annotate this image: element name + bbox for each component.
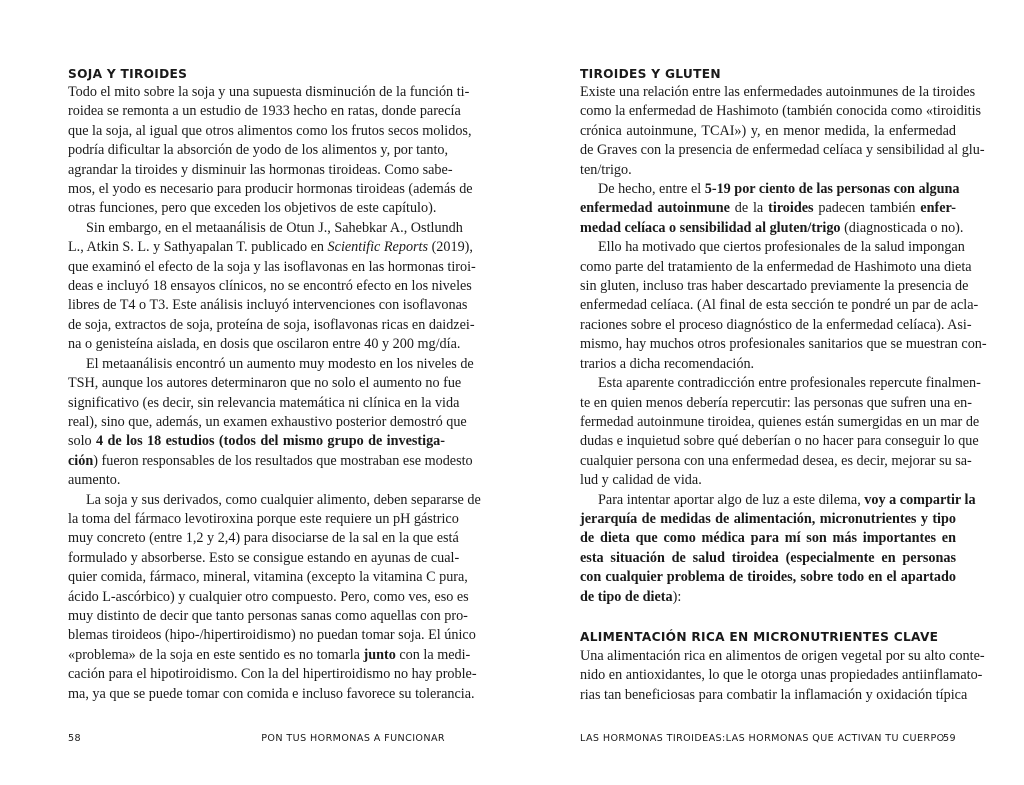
left-page: [68, 0, 481, 785]
running-title: LAS HORMONAS TIROIDEAS:LAS HORMONAS QUE ACTIVAN TU CUERPO: [580, 733, 945, 744]
body-line: aumento.: [68, 472, 121, 489]
body-line: podría dificultar la absorción de yodo de los alimentos y, por tanto,: [68, 142, 449, 159]
bold-emphasis: de tipo de dieta: [580, 588, 673, 605]
bold-emphasis: enfermedad autoinmune: [580, 200, 730, 217]
bold-emphasis: 5-19 por ciento de las personas con alguna: [704, 181, 960, 198]
body-line: otras funciones, pero que exceden los objetivos de este capítulo).: [68, 200, 437, 217]
body-line: que la soja, al igual que otros alimentos como los frutos secos molidos,: [68, 122, 472, 139]
section-heading-soja-tiroides: SOJA Y TIROIDES: [68, 67, 188, 81]
bold-emphasis: esta situación de salud tiroidea (especialmente en personas: [580, 549, 956, 566]
body-line: Esta aparente contradicción entre profesionales repercute finalmen-: [598, 375, 981, 392]
bold-emphasis: de dieta que como médica para mí son más importantes en: [580, 530, 956, 547]
body-line: [580, 529, 956, 548]
right-page-body-section-2: [580, 647, 985, 705]
bold-emphasis: junto: [363, 646, 396, 663]
body-line: quier comida, fármaco, mineral, vitamina (excepto la vitamina C pura,: [68, 569, 468, 586]
body-line: mos, el yodo es necesario para producir hormonas tiroideas (además de: [68, 181, 473, 198]
bold-emphasis: tiroides: [768, 200, 814, 217]
body-line: Una alimentación rica en alimentos de origen vegetal por su alto conte-: [580, 648, 985, 664]
body-line: L., Atkin S. L. y Sathyapalan T. publicado en Scientific Reports (2019),: [68, 239, 473, 256]
body-line: de Graves con la presencia de enfermedad celíaca y sensibilidad al glu-: [580, 142, 985, 159]
body-line: De hecho, entre el 5-19 por ciento de las personas con alguna: [598, 181, 960, 198]
body-line: na o genisteína aislada, en dosis que oscilaron entre 40 y 200 mg/día.: [68, 336, 461, 353]
body-line: cualquier persona con una enfermedad desea, es decir, mejorar su sa-: [580, 452, 972, 469]
running-title: PON TUS HORMONAS A FUNCIONAR: [261, 733, 445, 744]
body-line: lud y calidad de vida.: [580, 472, 702, 489]
right-page: [580, 0, 987, 785]
page-number: 59: [942, 733, 956, 744]
body-line: crónica autoinmune, TCAI») y, en menor medida, la enfermedad: [580, 122, 956, 139]
body-line: muy distinto de decir que tanto personas sanas como aquellas con pro-: [68, 607, 468, 624]
bold-emphasis: 4 de los 18 estudios (todos del mismo grupo de investiga-: [96, 433, 445, 450]
body-line: te en quien menos debería repercutir: las personas que sufren una en-: [580, 394, 972, 411]
body-line: solo 4 de los 18 estudios (todos del mismo grupo de investiga-: [68, 433, 445, 450]
section-heading-tiroides-gluten: TIROIDES Y GLUTEN: [580, 67, 721, 81]
body-line: fermedad autoinmune tiroidea, quienes están sumergidas en un mar de: [580, 413, 980, 430]
body-line: ácido L-ascórbico) y cualquier otro compuesto. Pero, como ves, eso es: [68, 588, 469, 605]
body-line: ción) fueron responsables de los resultados que mostraban ese modesto: [68, 452, 473, 469]
body-line: raciones sobre el proceso diagnóstico de la enfermedad celíaca). Asi-: [580, 316, 972, 333]
page-number: 58: [68, 733, 82, 744]
body-line: [580, 568, 956, 587]
body-line: rias tan beneficiosas para combatir la inflamación y oxidación típica: [580, 686, 968, 703]
body-line: nido en antioxidantes, lo que le otorga unas propiedades antiinflamato-: [580, 667, 983, 684]
body-line: cación para el hipotiroidismo. Con la del hipertiroidismo no hay proble-: [68, 666, 477, 683]
body-line: que examinó el efecto de la soja y las isoflavonas en las hormonas tiroi-: [68, 258, 476, 275]
body-line: El metaanálisis encontró un aumento muy modesto en los niveles de: [86, 355, 474, 372]
bold-emphasis: medad celíaca o sensibilidad al gluten/trigo: [580, 219, 841, 236]
body-line: mismo, hay muchos otros profesionales sanitarios que se muestran con-: [580, 336, 987, 353]
body-line: dudas e inquietud sobre qué deberían o no hacer para conseguir lo que: [580, 433, 979, 450]
body-line: medad celíaca o sensibilidad al gluten/trigo (diagnosticada o no).: [580, 219, 964, 236]
body-line: Sin embargo, en el metaanálisis de Otun J., Sahebkar A., Ostlundh: [86, 219, 463, 236]
bold-emphasis: con cualquier problema de tiroides, sobre todo en el apartado: [580, 569, 956, 586]
body-line: muy concreto (entre 1,2 y 2,4) para disociarse de la sal en la que está: [68, 530, 459, 547]
body-line: blemas tiroideos (hipo-/hipertiroidismo) no puedan tomar soja. El único: [68, 627, 476, 644]
body-line: [580, 510, 956, 529]
body-line: libres de T4 o T3. Este análisis incluyó intervenciones con isoflavonas: [68, 297, 468, 314]
body-line: Para intentar aportar algo de luz a este dilema, voy a compartir la: [598, 491, 976, 508]
body-line: ma, ya que se puede tomar con comida e incluso favorece su tolerancia.: [68, 685, 475, 702]
body-line: Existe una relación entre las enfermedades autoinmunes de la tiroides: [580, 84, 976, 100]
body-line: La soja y sus derivados, como cualquier alimento, deben separarse de: [86, 491, 481, 508]
body-line: la toma del fármaco levotiroxina porque este requiere un pH gástrico: [68, 510, 459, 527]
body-line: de soja, extractos de soja, proteína de soja, isoflavonas ricas en daidzei-: [68, 316, 475, 333]
body-line: enfermedad celíaca. (Al final de esta sección te pondré un par de acla-: [580, 297, 979, 314]
body-line: ten/trigo.: [580, 161, 632, 178]
journal-title: Scientific Reports: [327, 239, 429, 256]
body-line: como parte del tratamiento de la enfermedad de Hashimoto una dieta: [580, 258, 972, 275]
bold-emphasis: voy a compartir la: [864, 491, 976, 508]
body-line: sin gluten, incluso tras haber descartado previamente la presencia de: [580, 278, 969, 295]
body-line: roidea se remonta a un estudio de 1933 hecho en ratas, donde parecía: [68, 103, 461, 120]
right-page-body-section-1: [580, 83, 987, 607]
left-page-body: [68, 83, 481, 704]
body-line: de tipo de dieta):: [580, 588, 682, 605]
bold-emphasis: jerarquía de medidas de alimentación, micronutrientes y tipo: [580, 510, 956, 527]
body-line: Todo el mito sobre la soja y una supuesta disminución de la función ti-: [68, 84, 470, 100]
body-line: TSH, aunque los autores determinaron que no solo el aumento no fue: [68, 375, 462, 392]
bold-emphasis: ción: [68, 452, 94, 469]
body-line: deas e incluyó 18 ensayos clínicos, no se encontró efecto en los niveles: [68, 278, 472, 295]
body-line: enfermedad autoinmune de la tiroides padecen también enfer-: [580, 200, 957, 217]
section-heading-alimentacion-micronutrientes: ALIMENTACIÓN RICA EN MICRONUTRIENTES CLAVE: [580, 630, 939, 644]
body-line: [580, 549, 956, 568]
body-line: Ello ha motivado que ciertos profesionales de la salud impongan: [598, 239, 965, 256]
body-line: «problema» de la soja en este sentido es no tomarla junto con la medi-: [68, 646, 471, 663]
body-line: formulado y absorberse. Esto se consigue estando en ayunas de cual-: [68, 549, 460, 566]
bold-emphasis: enfer-: [920, 200, 957, 217]
body-line: significativo (es decir, sin relevancia matemática ni clínica en la vida: [68, 394, 460, 411]
body-line: real), sino que, además, un examen exhaustivo posterior demostró que: [68, 413, 467, 430]
body-line: trarios a dicha recomendación.: [580, 355, 755, 372]
body-line: agrandar la tiroides y disminuir las hormonas tiroideas. Como sabe-: [68, 161, 453, 178]
body-line: como la enfermedad de Hashimoto (también conocida como «tiroiditis: [580, 103, 982, 120]
